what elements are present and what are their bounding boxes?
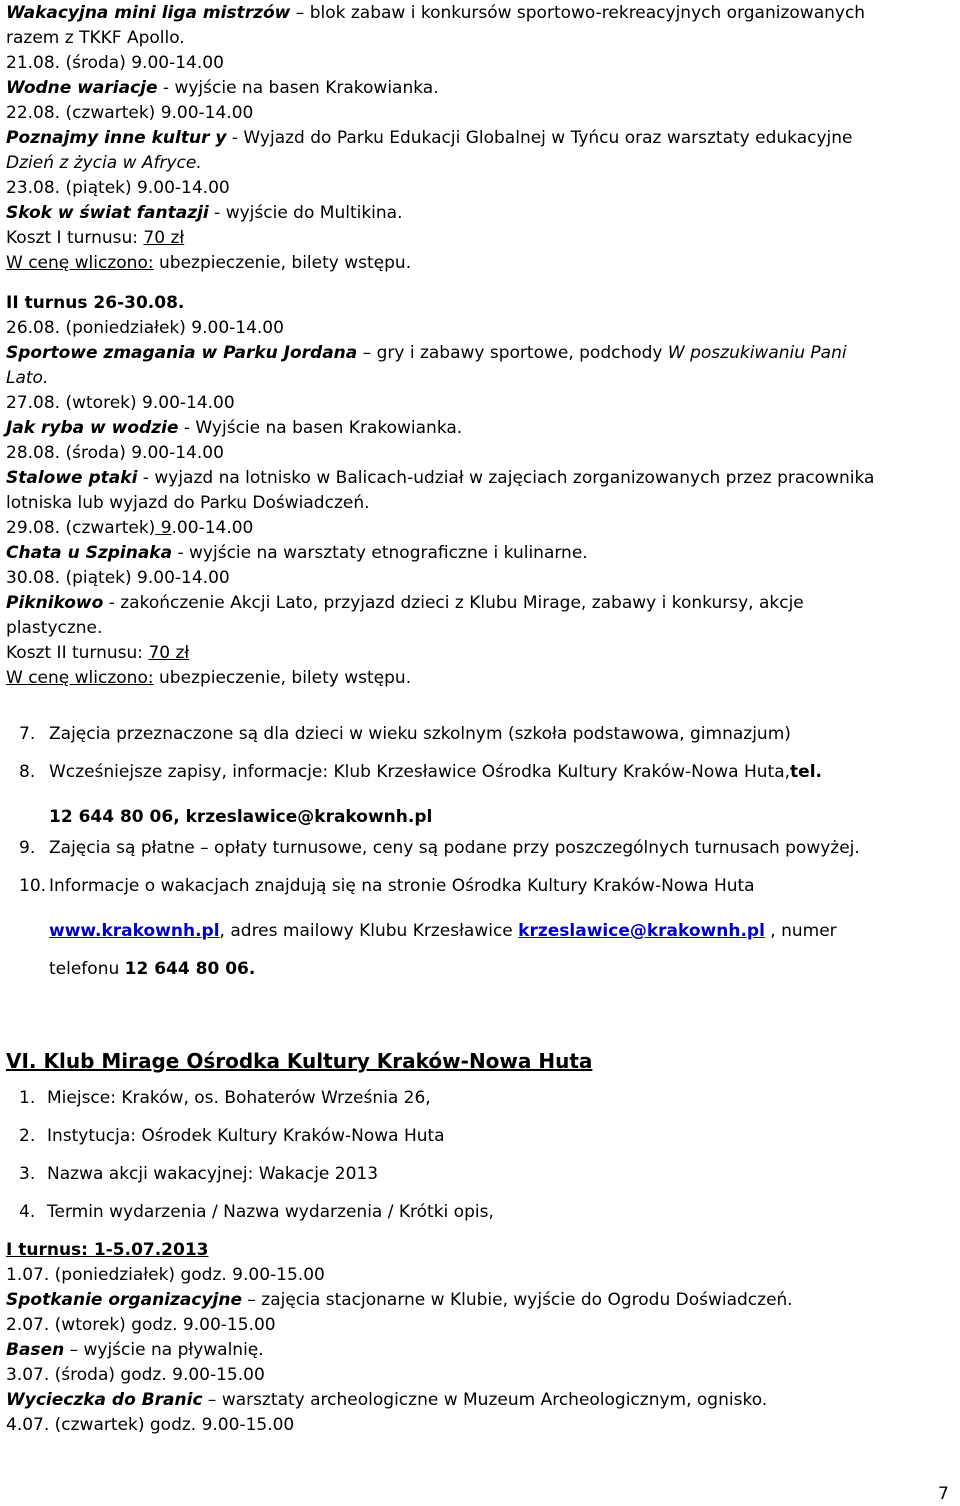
turnus-heading: II turnus 26-30.08. [6, 293, 185, 313]
event-desc: – blok zabaw i konkursów sportowo-rekreacyjnych organizowanych [290, 3, 866, 23]
event-desc: – warsztaty archeologiczne w Muzeum Archeologicznym, ognisko. [202, 1390, 768, 1410]
event-basen [6, 1338, 954, 1363]
event-date [6, 516, 954, 541]
included-value: ubezpieczenie, bilety wstępu. [153, 253, 412, 273]
event-desc-cont: razem z TKKF Apollo. [6, 28, 185, 48]
section-heading: VI. Klub Mirage Ośrodka Kultury Kraków-Nowa Huta [6, 1049, 593, 1073]
event-desc: - wyjście na warsztaty etnograficzne i kulinarne. [172, 543, 588, 563]
event-desc-cont: Lato. [6, 368, 49, 388]
event-title: Piknikowo [6, 593, 104, 613]
event-desc: - Wyjazd do Parku Edukacji Globalnej w Tyńcu oraz warsztaty edukacyjne [226, 128, 853, 148]
event-date-part: 29.08. (czwartek) [6, 518, 156, 538]
document-page [6, 0, 954, 1438]
list-item-10: 10. Informacje o wakacjach znajdują się na stronie Ośrodka Kultury Kraków-Nowa Huta [19, 876, 755, 896]
event-desc: – gry i zabawy sportowe, podchody [357, 343, 668, 363]
event-desc: – zajęcia stacjonarne w Klubie, wyjście do Ogrodu Doświadczeń. [242, 1290, 793, 1310]
list-item-9: 9. Zajęcia są płatne – opłaty turnusowe, ceny są podane przy poszczególnych turnusach powyżej. [19, 838, 860, 858]
event-date: 27.08. (wtorek) 9.00-14.00 [6, 393, 235, 413]
event-desc: - wyjazd na lotnisko w Balicach-udział w zajęciach zorganizowanych przez pracownika [137, 468, 875, 488]
event-sportowe [6, 341, 954, 366]
event-jak-ryba [6, 416, 954, 441]
event-title: Wycieczka do Branic [6, 1390, 203, 1410]
event-poznajmy [6, 126, 954, 151]
list-item-1: 1. Miejsce: Kraków, os. Bohaterów Września 26, [19, 1088, 431, 1108]
cost-line [6, 641, 954, 666]
cost-line [6, 226, 954, 251]
event-date: 3.07. (środa) godz. 9.00-15.00 [6, 1365, 265, 1385]
event-date: 30.08. (piątek) 9.00-14.00 [6, 568, 230, 588]
event-wodne-wariacje [6, 76, 954, 101]
event-date-part: .00-14.00 [171, 518, 254, 538]
list-item-3: 3. Nazwa akcji wakacyjnej: Wakacje 2013 [19, 1164, 379, 1184]
event-wycieczka [6, 1388, 954, 1413]
event-date: 21.08. (środa) 9.00-14.00 [6, 53, 224, 73]
event-title: Poznajmy inne kultur y [6, 128, 227, 148]
list-item-7: 7. Zajęcia przeznaczone są dla dzieci w wieku szkolnym (szkoła podstawowa, gimnazjum) [19, 724, 791, 744]
event-desc-cont: Dzień z życia w Afryce. [6, 153, 202, 173]
list-item-2: 2. Instytucja: Ośrodek Kultury Kraków-Nowa Huta [19, 1126, 445, 1146]
event-title: Spotkanie organizacyjne [6, 1290, 242, 1310]
included-label: W cenę wliczono: [6, 668, 154, 688]
event-desc: - zakończenie Akcji Lato, przyjazd dzieci z Klubu Mirage, zabawy i konkursy, akcje [103, 593, 804, 613]
event-spotkanie [6, 1288, 954, 1313]
event-desc: - wyjście do Multikina. [208, 203, 403, 223]
event-desc-cont: plastyczne. [6, 618, 103, 638]
included-label: W cenę wliczono: [6, 253, 154, 273]
event-desc-italic: W poszukiwaniu Pani [667, 343, 847, 363]
event-title: Wakacyjna mini liga mistrzów [6, 3, 291, 23]
included-line [6, 666, 954, 691]
event-date-part: 9 [155, 518, 172, 538]
event-date: 1.07. (poniedziałek) godz. 9.00-15.00 [6, 1265, 325, 1285]
included-line [6, 251, 954, 276]
event-title: Basen [6, 1340, 65, 1360]
email-link[interactable]: krzeslawice@krakownh.pl [518, 921, 765, 941]
cost-value: 70 zł [143, 228, 185, 248]
event-title: Wodne wariacje [6, 78, 158, 98]
list-item-4: 4. Termin wydarzenia / Nazwa wydarzenia / Krótki opis, [19, 1202, 494, 1222]
event-title: Jak ryba w wodzie [6, 418, 179, 438]
event-stalowe [6, 466, 954, 491]
event-date: 4.07. (czwartek) godz. 9.00-15.00 [6, 1415, 295, 1435]
page-number: 7 [938, 1484, 949, 1504]
event-desc: – wyjście na pływalnię. [64, 1340, 264, 1360]
event-date: 2.07. (wtorek) godz. 9.00-15.00 [6, 1315, 276, 1335]
cost-label: Koszt II turnusu: [6, 643, 149, 663]
event-title: Sportowe zmagania w Parku Jordana [6, 343, 358, 363]
included-value: ubezpieczenie, bilety wstępu. [153, 668, 412, 688]
event-desc: - Wyjście na basen Krakowianka. [178, 418, 463, 438]
event-piknikowo [6, 591, 954, 616]
event-date: 23.08. (piątek) 9.00-14.00 [6, 178, 230, 198]
event-wakacyjna-liga [6, 1, 954, 26]
event-date: 28.08. (środa) 9.00-14.00 [6, 443, 224, 463]
phone-line: telefonu 12 644 80 06. [49, 959, 256, 979]
cost-value: 70 zł [148, 643, 190, 663]
event-title: Stalowe ptaki [6, 468, 138, 488]
event-date: 22.08. (czwartek) 9.00-14.00 [6, 103, 254, 123]
cost-label: Koszt I turnusu: [6, 228, 144, 248]
event-date: 26.08. (poniedziałek) 9.00-14.00 [6, 318, 284, 338]
event-title: Chata u Szpinaka [6, 543, 173, 563]
list-item-8: 8. Wcześniejsze zapisy, informacje: Klub Krzesławice Ośrodka Kultury Kraków-Nowa Huta, tel. [19, 762, 822, 782]
event-desc: - wyjście na basen Krakowianka. [157, 78, 439, 98]
event-chata [6, 541, 954, 566]
links-line: www.krakownh.pl, adres mailowy Klubu Krzesławice krzeslawice@krakownh.pl , numer [49, 921, 837, 941]
turnus-heading: I turnus: 1-5.07.2013 [6, 1240, 209, 1260]
event-desc-cont: lotniska lub wyjazd do Parku Doświadczeń. [6, 493, 370, 513]
contact-line: 12 644 80 06, krzeslawice@krakownh.pl [49, 807, 433, 827]
event-skok [6, 201, 954, 226]
event-title: Skok w świat fantazji [6, 203, 209, 223]
website-link[interactable]: www.krakownh.pl [49, 921, 220, 941]
